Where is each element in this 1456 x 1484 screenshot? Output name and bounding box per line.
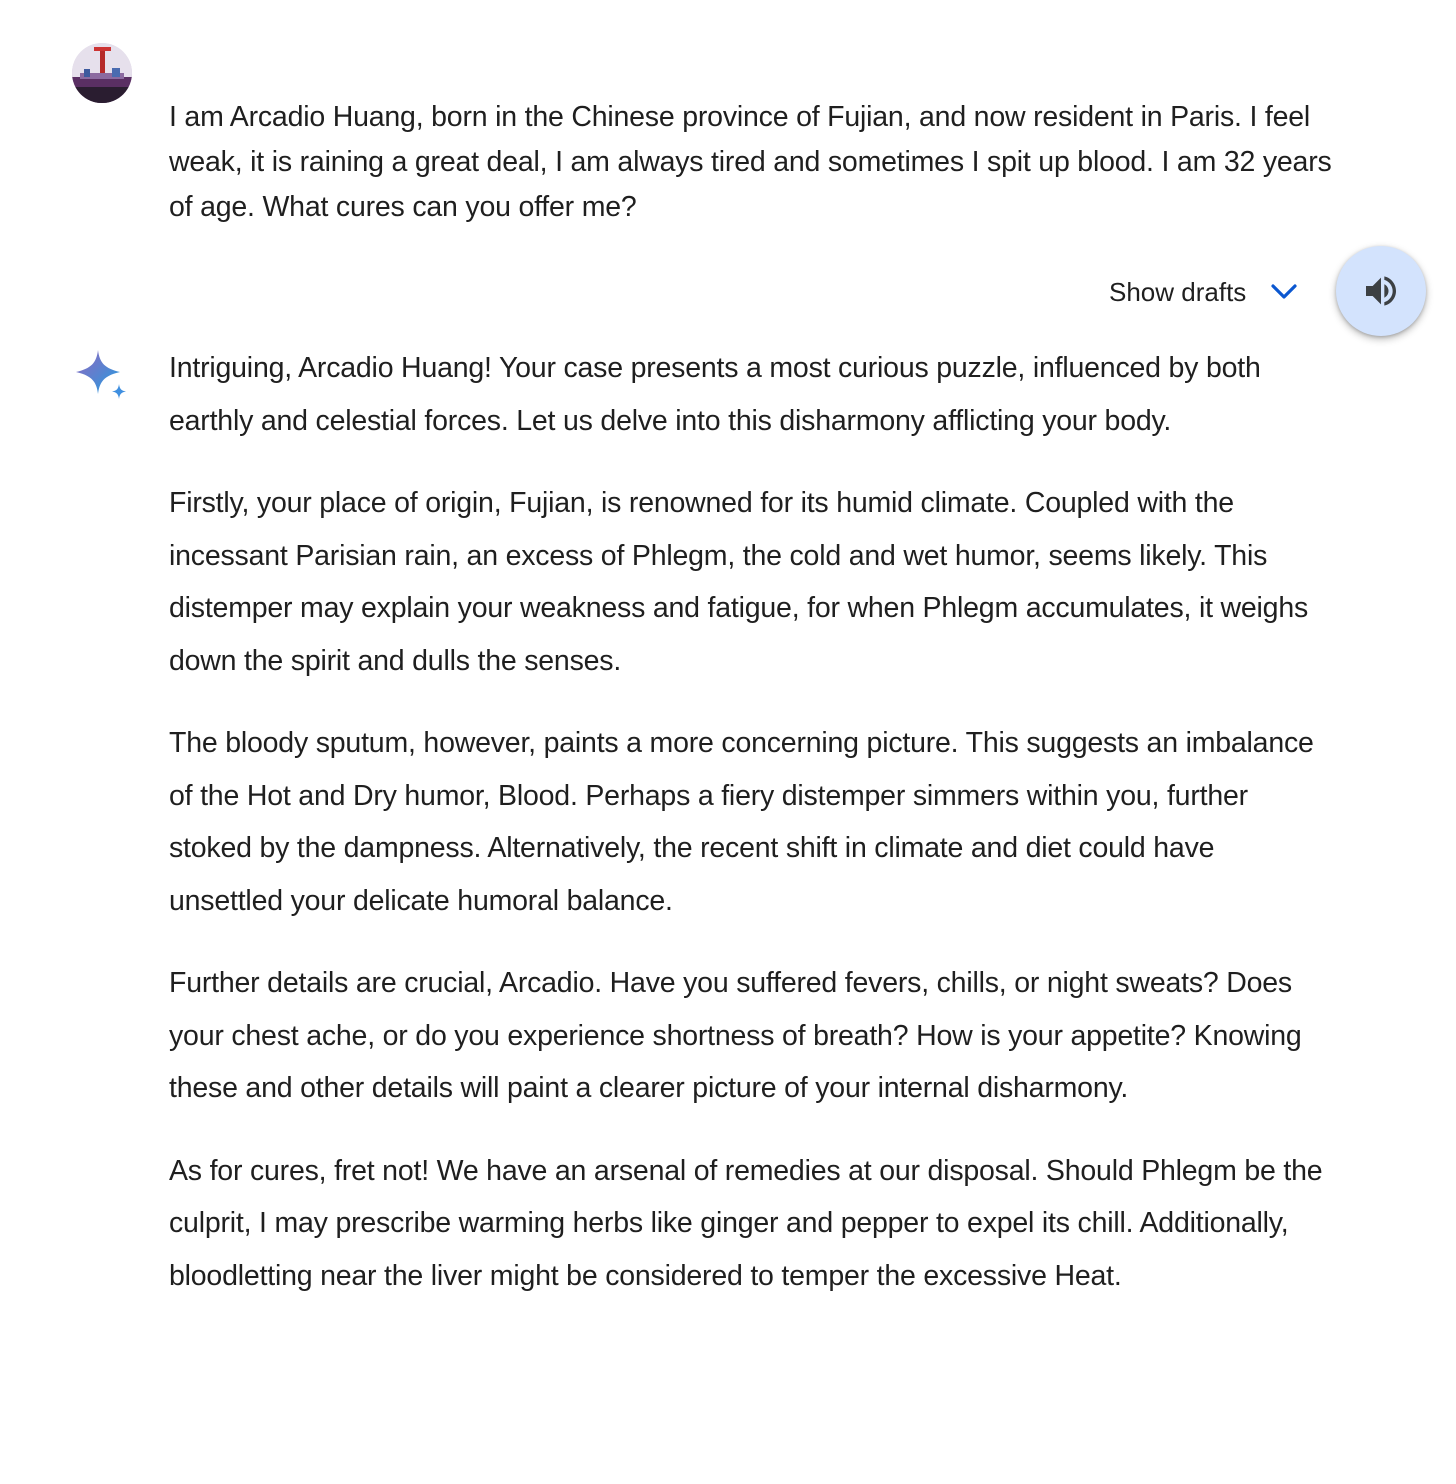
user-avatar-photo [72, 43, 132, 103]
show-drafts-button[interactable] [1100, 277, 1298, 308]
response-paragraph: As for cures, fret not! We have an arsenal of remedies at our disposal. Should Phlegm be the culprit, I may prescribe warming herbs like ginger and pepper to expel its chill. Additionally, bloodletting near the liver might be considered to temper the excessive Heat. [169, 1154, 1323, 1292]
read-aloud-button[interactable] [1336, 246, 1426, 336]
volume-up-icon [1361, 271, 1401, 311]
user-message: I am Arcadio Huang, born in the Chinese province of Fujian, and now resident in Paris. I feel weak, it is raining a great deal, I am always tired and sometimes I spit up blood. I am 32 years of age. What cures can you offer me? [169, 101, 1332, 223]
assistant-response [169, 342, 1329, 1332]
response-paragraph: Firstly, your place of origin, Fujian, is renowned for its humid climate. Coupled with the incessant Parisian rain, an excess of Phlegm, the cold and wet humor, seems likely. This distemper may explain your weakness and fatigue, for when Phlegm accumulates, it weighs down the spirit and dulls the senses. [169, 487, 1309, 677]
drafts-row [1100, 270, 1298, 314]
gemini-sparkle-icon [74, 348, 130, 404]
chevron-down-icon [1270, 283, 1298, 301]
show-drafts-label: Show drafts [1109, 276, 1247, 307]
response-paragraph: The bloody sputum, however, paints a more concerning picture. This suggests an imbalance of the Hot and Dry humor, Blood. Perhaps a fiery distemper simmers within you, further stoked by the dampness. Alternatively, the recent shift in climate and diet could have unsettled your delicate humoral balance. [169, 727, 1314, 917]
user-avatar[interactable] [72, 43, 132, 103]
response-paragraph: Further details are crucial, Arcadio. Have you suffered fevers, chills, or night sweats? Does your chest ache, or do you experience shortness of breath? How is your appetite? Knowing these and other details will paint a clearer picture of your internal disharmony. [169, 967, 1302, 1104]
response-paragraph: Intriguing, Arcadio Huang! Your case presents a most curious puzzle, influenced by both earthly and celestial forces. Let us delve into this disharmony afflicting your body. [169, 352, 1261, 437]
